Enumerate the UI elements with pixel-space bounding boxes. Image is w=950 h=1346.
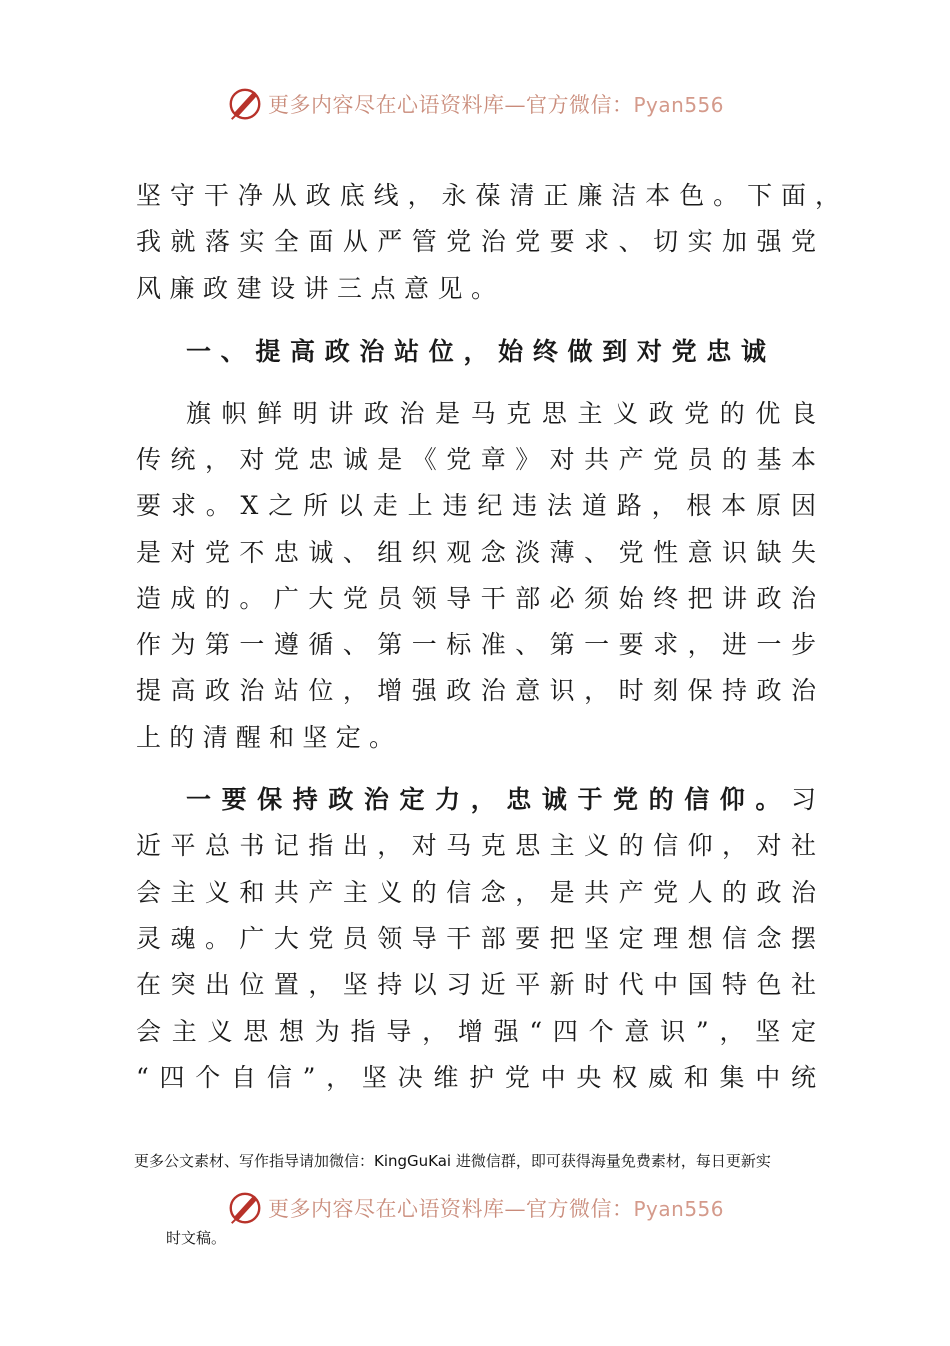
- body-line: 会主义和共产主义的信念，是共产党人的政治: [136, 878, 816, 907]
- body-line: 传统，对党忠诚是《党章》对共产党员的基本: [136, 445, 816, 474]
- footer-line-1: 更多公文素材、写作指导请加微信：KingGuKai 进微信群，即可获得海量免费素材，每日更新实: [134, 1152, 771, 1170]
- body-line: 会主义思想为指导，增强“四个意识”，坚定: [136, 1017, 816, 1046]
- body-line: 旗帜鲜明讲政治是马克思主义政党的优良: [186, 399, 816, 428]
- watermark-top: [0, 82, 950, 126]
- footer-line-2: 时文稿。: [166, 1229, 227, 1247]
- watermark-wechat-id: Pyan556: [633, 93, 724, 117]
- body-line: 在突出位置，坚持以习近平新时代中国特色社: [136, 970, 816, 999]
- section-heading: 一、提高政治站位，始终做到对党忠诚: [186, 337, 766, 366]
- pen-nib-logo-icon: [226, 1189, 264, 1227]
- lead-tail-text: 习: [790, 785, 816, 814]
- watermark-text: 更多内容尽在心语资料库—官方微信：: [267, 93, 634, 117]
- body-line-lead: [186, 780, 816, 820]
- body-line: 上的清醒和坚定。: [136, 723, 394, 752]
- pen-nib-logo-icon: [226, 85, 264, 123]
- body-line: 提高政治站位，增强政治意识，时刻保持政治: [136, 676, 816, 705]
- body-line: 造成的。广大党员领导干部必须始终把讲政治: [136, 584, 816, 613]
- watermark-bottom: [0, 1186, 950, 1230]
- body-line: 作为第一遵循、第一标准、第一要求，进一步: [136, 630, 816, 659]
- watermark-wechat-id: Pyan556: [633, 1197, 724, 1221]
- watermark-text: 更多内容尽在心语资料库—官方微信：: [267, 1197, 634, 1221]
- body-line: 是对党不忠诚、组织观念淡薄、党性意识缺失: [136, 538, 816, 567]
- body-line: 要求。X之所以走上违纪违法道路，根本原因: [136, 491, 816, 520]
- body-line: “四个自信”，坚决维护党中央权威和集中统: [136, 1063, 816, 1092]
- body-line: 风廉政建设讲三点意见。: [136, 274, 496, 303]
- body-line: 我就落实全面从严管党治党要求、切实加强党: [136, 227, 816, 256]
- body-line: 坚守干净从政底线，永葆清正廉洁本色。下面，: [136, 181, 840, 210]
- bold-lead-text: 一要保持政治定力，忠诚于党的信仰。: [186, 785, 791, 814]
- body-line: 灵魂。广大党员领导干部要把坚定理想信念摆: [136, 924, 816, 953]
- body-line: 近平总书记指出，对马克思主义的信仰，对社: [136, 831, 816, 860]
